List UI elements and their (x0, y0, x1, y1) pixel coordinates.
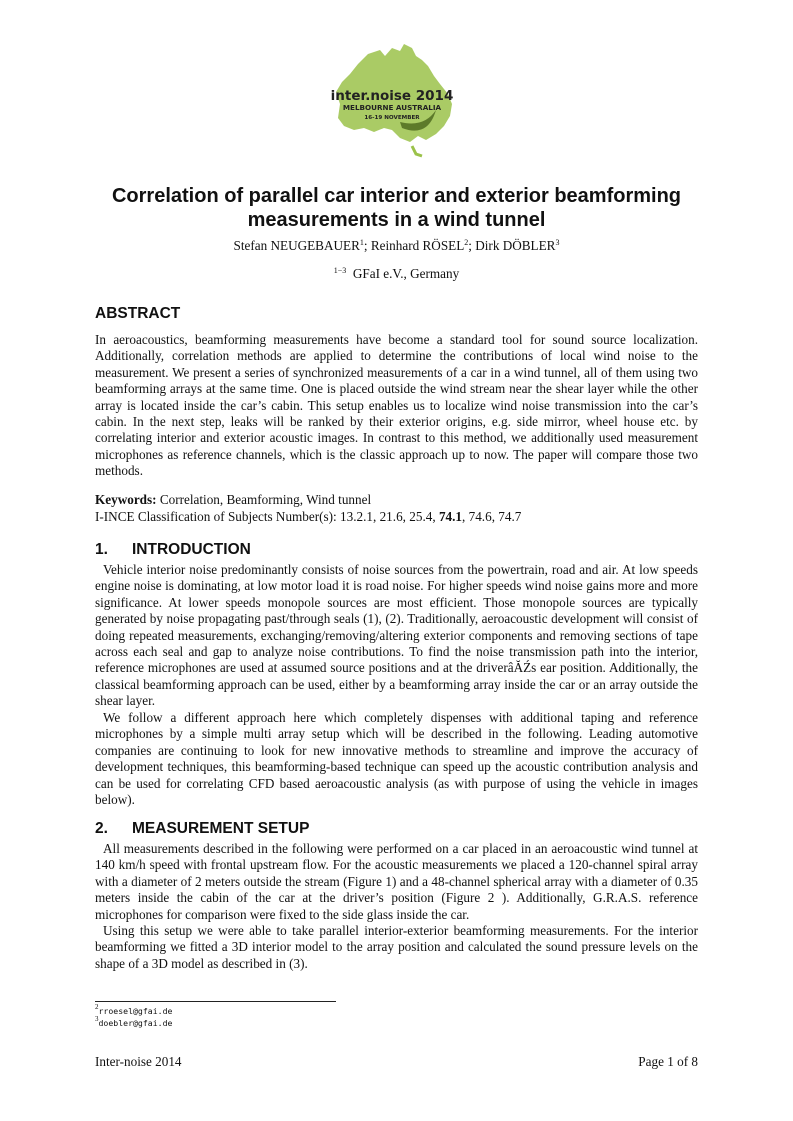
section-heading-introduction: 1. INTRODUCTION (95, 541, 251, 558)
intro-paragraph-1: Vehicle interior noise predominantly consists of noise sources from the powertrain, road and air. At low speeds engine noise is dominating, at low motor load it is road noise. For higher speeds wind noise gains more and more significance. At lower speeds monopole sources are most efficient. Those monopole sources are typically generated by noise propagating past/through seals (1), (2). Traditionally, aeroacoustic development will consist of doing repeated measurements, exchanging/removing/altering exterior components and removing sections of tape across each seal and gap to analyze noise contributions. To find the noise transmission path into the interior, reference microphones are used at assumed source positions and at the driverâĂŹs ear position. Additionally, the classical beamforming approach can be used, either by a beamforming array inside the car or an array outside the shear layer. (95, 562, 698, 709)
keywords-label: Keywords: (95, 492, 157, 507)
abstract-heading: ABSTRACT (95, 305, 181, 322)
footer-conference: Inter-noise 2014 (95, 1054, 182, 1069)
title-line-2: measurements in a wind tunnel (247, 209, 546, 231)
footnote: $^2$rroesel@gfai.de (95, 1003, 173, 1016)
affiliation-text: GFaI e.V., Germany (352, 266, 460, 281)
conference-logo (330, 42, 465, 164)
footnote-email: doebler@gfai.de (98, 1018, 173, 1028)
setup-paragraph-1: All measurements described in the following were performed on a car placed in an aeroacoustic wind tunnel at 140 km/h speed with frontal upstream flow. For the acoustic measurements we placed a 120-channel spiral array with a diameter of 2 meters outside the stream (Figure 1) and a 48-channel spherical array with a diameter of 0.35 meters inside the cabin of the car at the driver’s position (Figure 2 ). Additionally, G.R.A.S. reference microphones for comparison were fixed to the side glass inside the car. (95, 841, 698, 922)
footnote-email: rroesel@gfai.de (98, 1006, 173, 1016)
author: Dirk DÖBLER$^3$ (475, 238, 560, 253)
keywords (95, 492, 698, 508)
setup-paragraph-2: Using this setup we were able to take parallel interior-exterior beamforming measurements. For the interior beamforming we fitted a 3D interior model to the array position and calculated the sound pressure levels on the shape of a 3D model as described in (3). (95, 923, 698, 971)
footer-page-number: Page 1 of 8 (638, 1054, 698, 1069)
logo-line-3: 16-19 NOVEMBER (364, 115, 420, 121)
intro-paragraph-2: We follow a different approach here which completely dispenses with additional taping and reference microphones by a simple multi array setup which will be described in the following. Leading automotive companies are continuing to look for new innovative methods to streamline and improve the accuracy of development techniques, this beamforming-based technique can speed up the acoustic contribution analysis and can be used for correlating CFD based aeroacoustic analysis (as with purpose of using the vehicle in images below). (95, 710, 698, 808)
affiliation-mark: 1−3 (333, 266, 347, 275)
section-heading-measurement-setup: 2. MEASUREMENT SETUP (95, 820, 310, 837)
title-line-1: Correlation of parallel car interior and exterior beamforming (111, 185, 682, 207)
author: Reinhard RÖSEL$^2$; (370, 238, 476, 253)
paper-title (95, 184, 698, 232)
affiliation (95, 266, 698, 282)
keywords-text: Correlation, Beamforming, Wind tunnel (156, 492, 372, 507)
australia-map-logo-graphic (330, 42, 465, 164)
abstract-text: In aeroacoustics, beamforming measurements have become a standard tool for sound source localization. Additionally, correlation methods are applied to determine the contributions of local wind noise to the measurement. We present a series of synchronized measurements of a car in a wind tunnel, all of them using two beamforming arrays at the same time. One is placed outside the wind stream near the shear layer while the other array is located inside the car’s cabin. This setup enables us to localize wind noise transmission into the car’s cabin. In the next step, leaks will be ranked by their exterior origins, e.g. side mirror, wheel house etc. by correlating interior and exterior acoustic images. In contrast to this method, we additionally used measurement microphones as reference channels, which is the classic approach up to now. The paper will compare those two methods. (95, 332, 698, 479)
footnote-divider (95, 1001, 336, 1002)
logo-line-1: inter.noise 2014 (330, 88, 454, 104)
footnote: $^3$doebler@gfai.de (95, 1015, 173, 1028)
author: Stefan NEUGEBAUER$^1$; (233, 238, 371, 253)
logo-line-2: MELBOURNE AUSTRALIA (342, 103, 442, 112)
ince-classification: I-INCE Classification of Subjects Number(s): 13.2.1, 21.6, 25.4, 74.1, 74.6, 74.7 (95, 509, 522, 524)
author-list (95, 238, 698, 254)
